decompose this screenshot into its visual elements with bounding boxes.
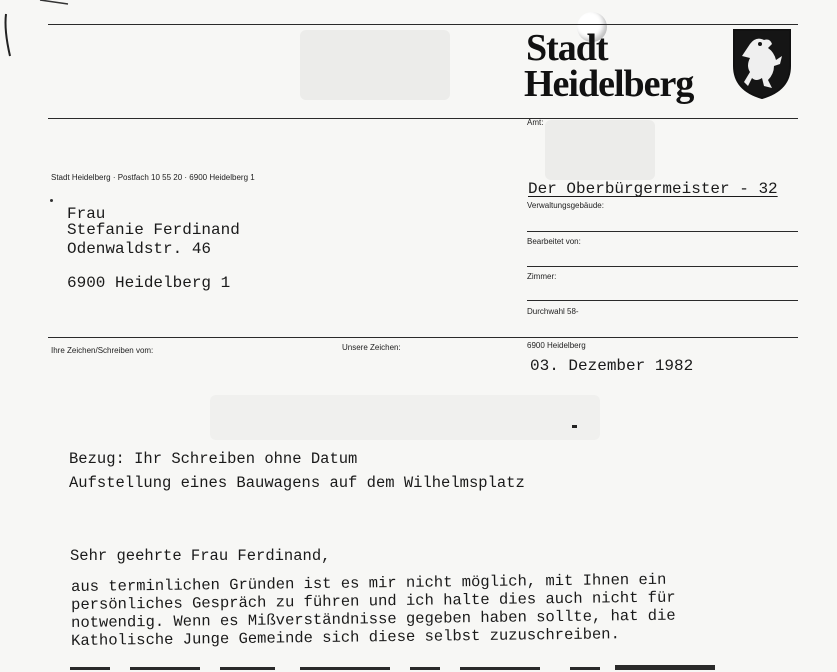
your-reference-label: Ihre Zeichen/Schreiben vom: <box>51 346 154 355</box>
body-line-1: aus terminlichen Gründen ist es mir nicht möglich, mit Ihnen ein <box>71 570 667 596</box>
amt-value: Der Oberbürgermeister - 32 <box>528 180 778 198</box>
sender-return-address: Stadt Heidelberg · Postfach 10 55 20 · 6900 Heidelberg 1 <box>51 173 255 182</box>
body-line-3: notwendig. Wenn es Mißverständnisse gegeben haben sollte, hat die <box>71 606 676 632</box>
speck <box>50 199 53 202</box>
place-label: 6900 Heidelberg <box>527 341 586 350</box>
handled-by-rule <box>527 266 798 267</box>
city-logo-line2: Heidelberg <box>524 63 694 105</box>
reference-rule <box>48 337 798 338</box>
recipient-salutation: Frau <box>67 205 106 223</box>
letter-date: 03. Dezember 1982 <box>530 357 694 375</box>
speck <box>572 425 577 428</box>
greeting: Sehr geehrte Frau Ferdinand, <box>70 547 331 565</box>
city-logo-line1: Stadt <box>526 27 608 69</box>
building-rule <box>527 231 798 232</box>
recipient-city: 6900 Heidelberg 1 <box>67 274 231 292</box>
building-label: Verwaltungsgebäude: <box>527 201 604 210</box>
room-label: Zimmer: <box>527 272 557 281</box>
phone-label: Durchwahl 58- <box>527 307 579 316</box>
amt-label: Amt: <box>527 118 544 127</box>
body-line-4: Katholische Junge Gemeinde sich diese selbst zuzuschreiben. <box>71 625 620 650</box>
coat-of-arms-icon <box>730 26 794 100</box>
scan-edge-mark <box>0 0 70 60</box>
our-reference-label: Unsere Zeichen: <box>342 343 401 352</box>
recipient-street: Odenwaldstr. 46 <box>67 240 212 258</box>
header-rule <box>48 118 798 119</box>
cutoff-text-fragment <box>70 660 760 672</box>
top-rule <box>48 24 798 25</box>
room-rule <box>527 300 798 301</box>
recipient-name: Stefanie Ferdinand <box>67 221 240 239</box>
handled-by-label: Bearbeitet von: <box>527 237 581 246</box>
body-line-2: persönliches Gespräch zu führen und ich halte dies auch nicht für <box>71 588 676 614</box>
subject-line-1: Bezug: Ihr Schreiben ohne Datum <box>69 450 358 468</box>
subject-line-2: Aufstellung eines Bauwagens auf dem Wilhelmsplatz <box>69 474 525 492</box>
